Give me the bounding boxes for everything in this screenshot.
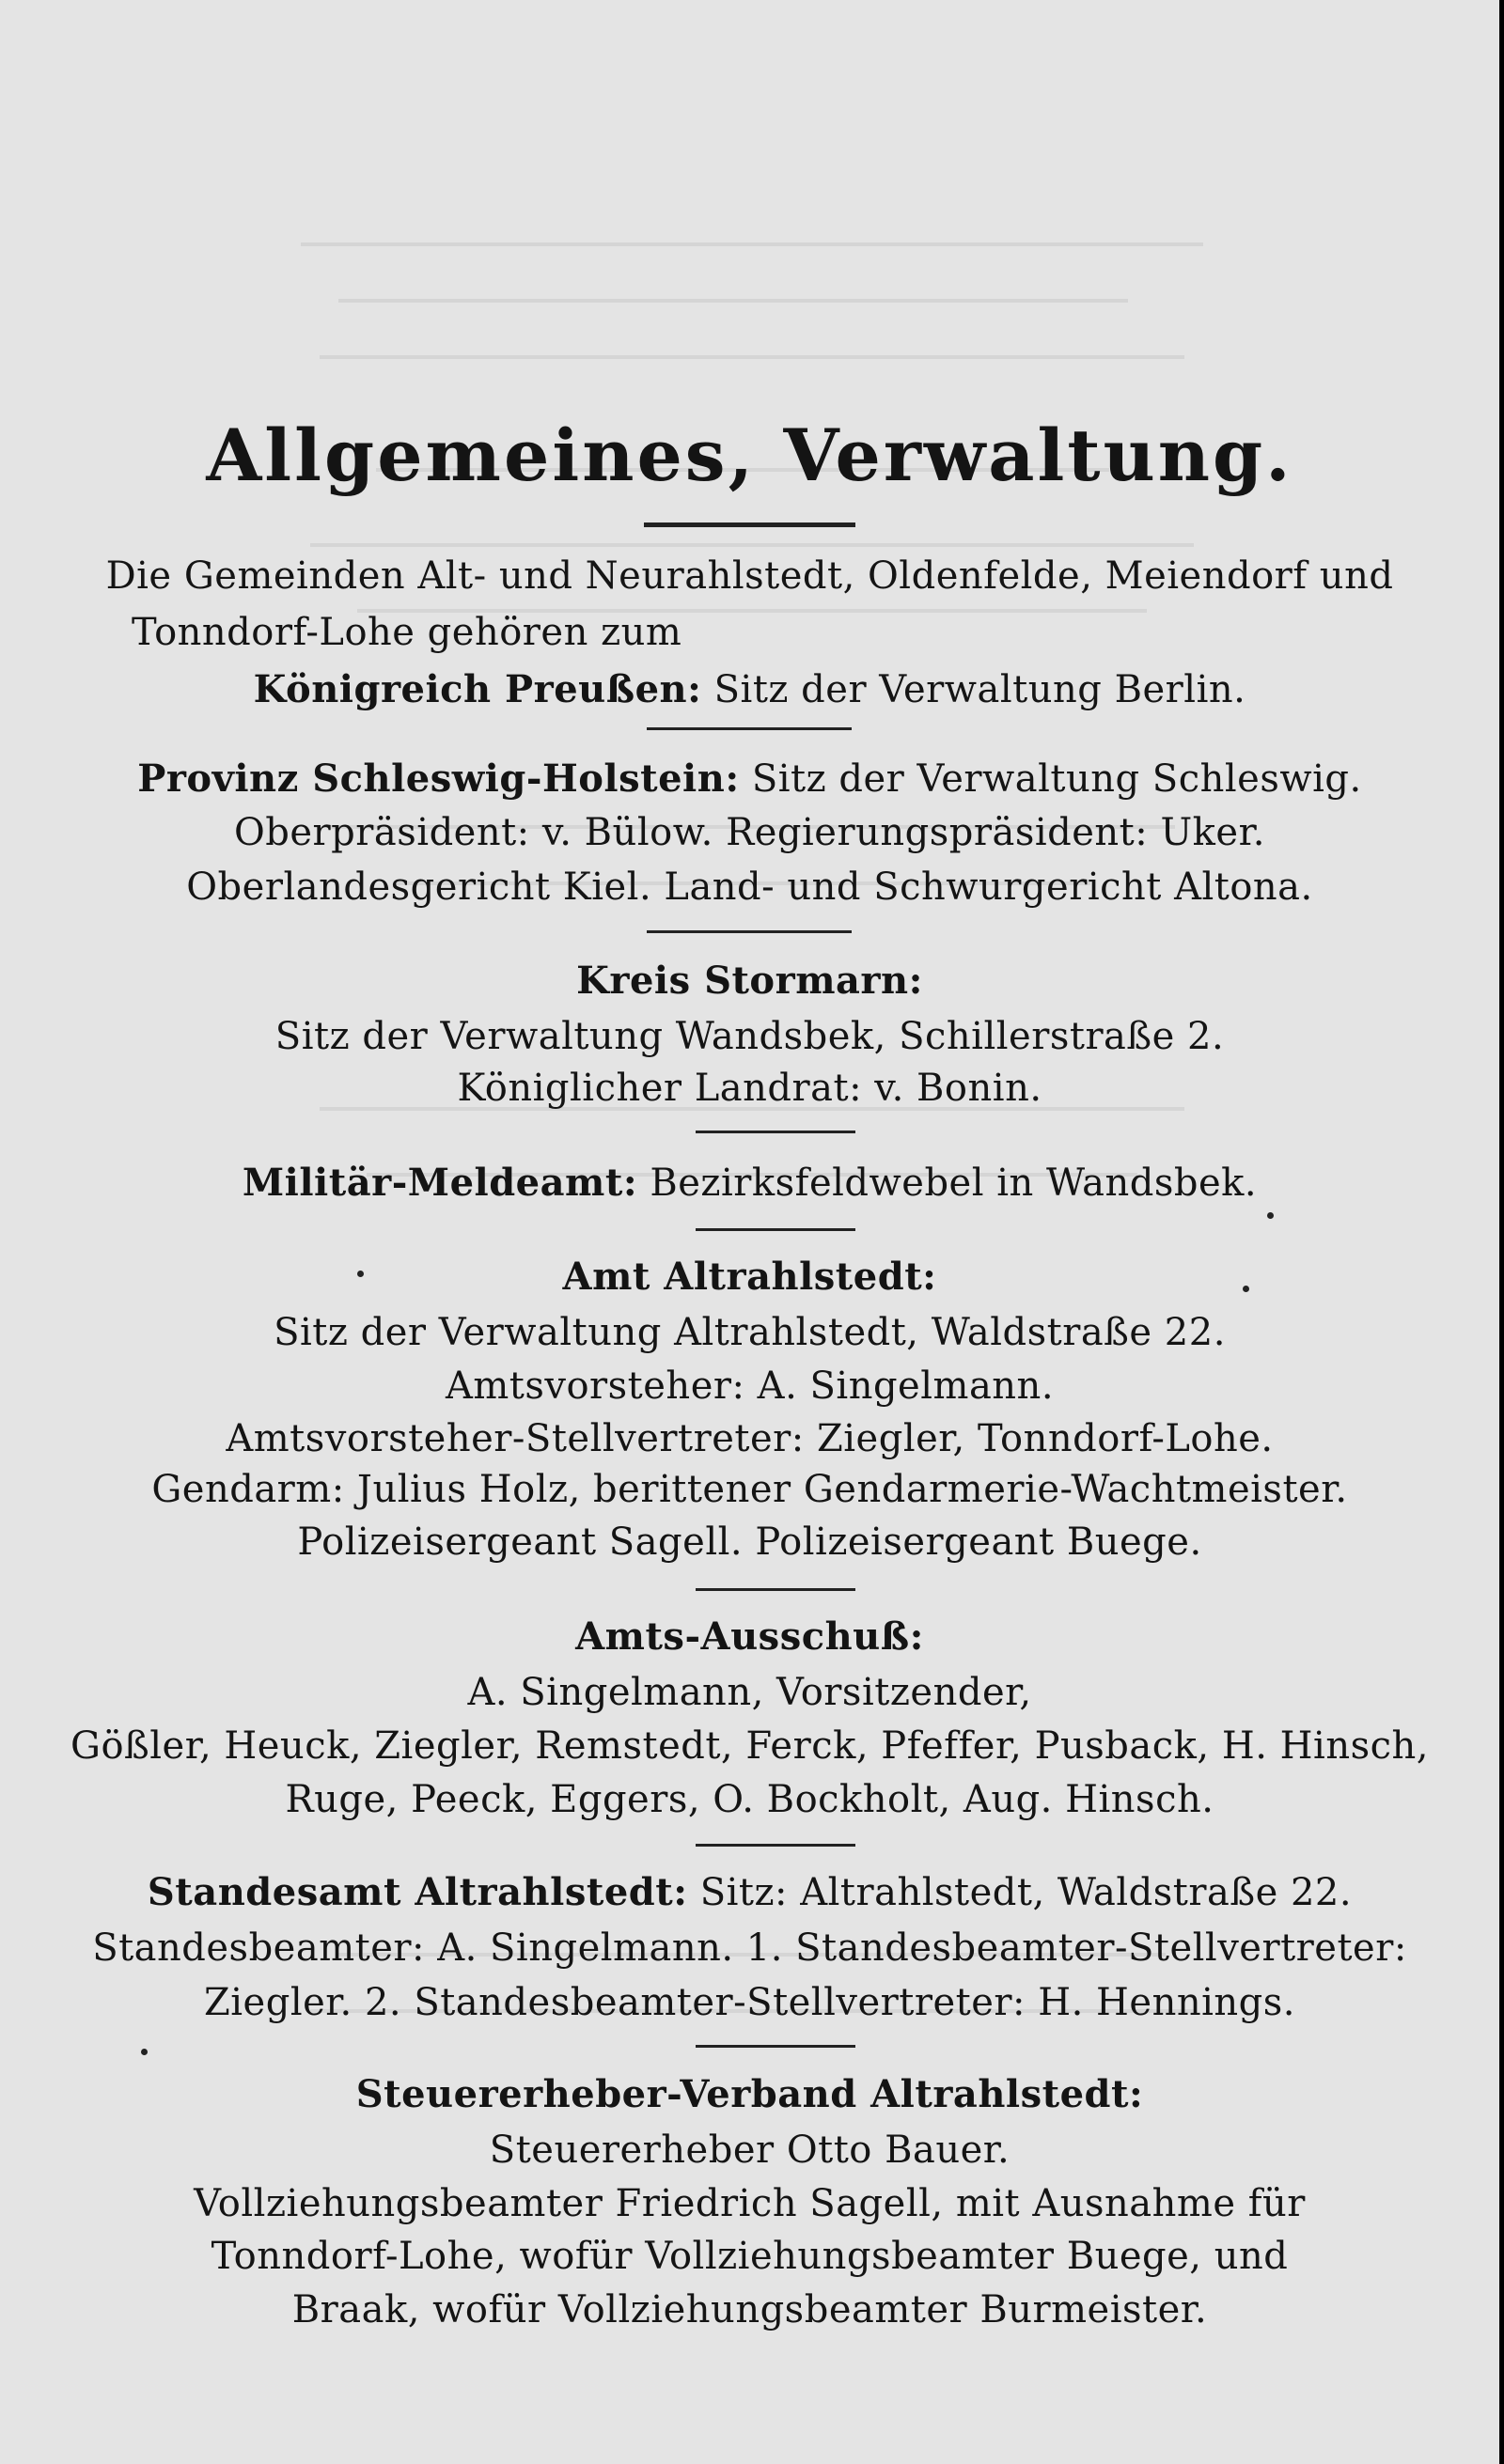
divider — [696, 2045, 855, 2048]
divider — [696, 1588, 855, 1591]
kingdom-label: Königreich Preußen: — [253, 667, 702, 711]
page-title: Allgemeines, Verwaltung. — [206, 413, 1293, 497]
steuer-line-4: Braak, wofür Vollziehungsbeamter Burmeister. — [291, 2288, 1208, 2331]
militaer-line — [0, 1161, 1499, 1205]
provinz-label: Provinz Schleswig-Holstein: — [137, 756, 740, 801]
steuer-line-3: Tonndorf-Lohe, wofür Vollziehungsbeamter Buege, und — [211, 2235, 1289, 2278]
amt-heading: Amt Altrahlstedt: — [562, 1255, 937, 1299]
ink-speck — [141, 2049, 148, 2055]
divider — [647, 930, 852, 933]
steuer-heading: Steuererheber-Verband Altrahlstedt: — [355, 2072, 1144, 2116]
ausschuss-line-3: Ruge, Peeck, Eggers, O. Bockholt, Aug. Hinsch. — [285, 1778, 1214, 1821]
steuer-line-2: Vollziehungsbeamter Friedrich Sagell, mit Ausnahme für — [194, 2182, 1306, 2225]
title-divider — [644, 522, 855, 527]
ink-speck — [357, 1271, 364, 1277]
steuer-line-1: Steuererheber Otto Bauer. — [489, 2129, 1010, 2172]
ink-speck — [1243, 1286, 1249, 1292]
militaer-text: Bezirksfeldwebel in Wandsbek. — [650, 1162, 1258, 1205]
amt-line-5: Polizeisergeant Sagell. Polizeisergeant Buege. — [297, 1521, 1202, 1564]
standesamt-text: Sitz: Altrahlstedt, Waldstraße 22. — [699, 1871, 1353, 1914]
kreis-heading: Kreis Stormarn: — [576, 959, 923, 1003]
intro-line-3 — [0, 667, 1499, 711]
amt-line-2: Amtsvorsteher: A. Singelmann. — [445, 1365, 1055, 1408]
provinz-line-3: Oberlandesgericht Kiel. Land- und Schwurgericht Altona. — [186, 866, 1313, 909]
amt-line-3: Amtsvorsteher-Stellvertreter: Ziegler, Tonndorf-Lohe. — [226, 1417, 1274, 1460]
intro-line-2: Tonndorf-Lohe gehören zum — [132, 611, 682, 654]
ausschuss-line-1: A. Singelmann, Vorsitzender, — [467, 1671, 1032, 1714]
militaer-label: Militär-Meldeamt: — [242, 1161, 638, 1205]
amt-line-4: Gendarm: Julius Holz, berittener Gendarmerie-Wachtmeister. — [151, 1468, 1348, 1511]
ausschuss-heading: Amts-Ausschuß: — [575, 1614, 924, 1659]
standesamt-line-1 — [0, 1870, 1499, 1914]
provinz-line-1 — [0, 756, 1499, 801]
standesamt-line-3: Ziegler. 2. Standesbeamter-Stellvertreter: H. Hennings. — [203, 1981, 1296, 2024]
kingdom-text: Sitz der Verwaltung Berlin. — [713, 668, 1246, 711]
amt-line-1: Sitz der Verwaltung Altrahlstedt, Waldstraße 22. — [274, 1311, 1226, 1354]
divider — [647, 727, 852, 730]
divider — [696, 1131, 855, 1133]
divider — [696, 1228, 855, 1231]
kreis-line-1: Sitz der Verwaltung Wandsbek, Schillerstraße 2. — [274, 1015, 1225, 1058]
provinz-line-2: Oberpräsident: v. Bülow. Regierungspräsident: Uker. — [233, 811, 1266, 854]
standesamt-line-2: Standesbeamter: A. Singelmann. 1. Standesbeamter-Stellvertreter: — [92, 1926, 1407, 1970]
ausschuss-line-2: Gößler, Heuck, Ziegler, Remstedt, Ferck, Pfeffer, Pusback, H. Hinsch, — [70, 1724, 1429, 1768]
standesamt-label: Standesamt Altrahlstedt: — [147, 1870, 688, 1914]
intro-line-1: Die Gemeinden Alt- und Neurahlstedt, Oldenfelde, Meiendorf und — [105, 554, 1394, 598]
ink-speck — [1267, 1212, 1274, 1219]
kreis-line-2: Königlicher Landrat: v. Bonin. — [457, 1067, 1042, 1110]
provinz-text: Sitz der Verwaltung Schleswig. — [751, 757, 1362, 801]
divider — [696, 1844, 855, 1847]
